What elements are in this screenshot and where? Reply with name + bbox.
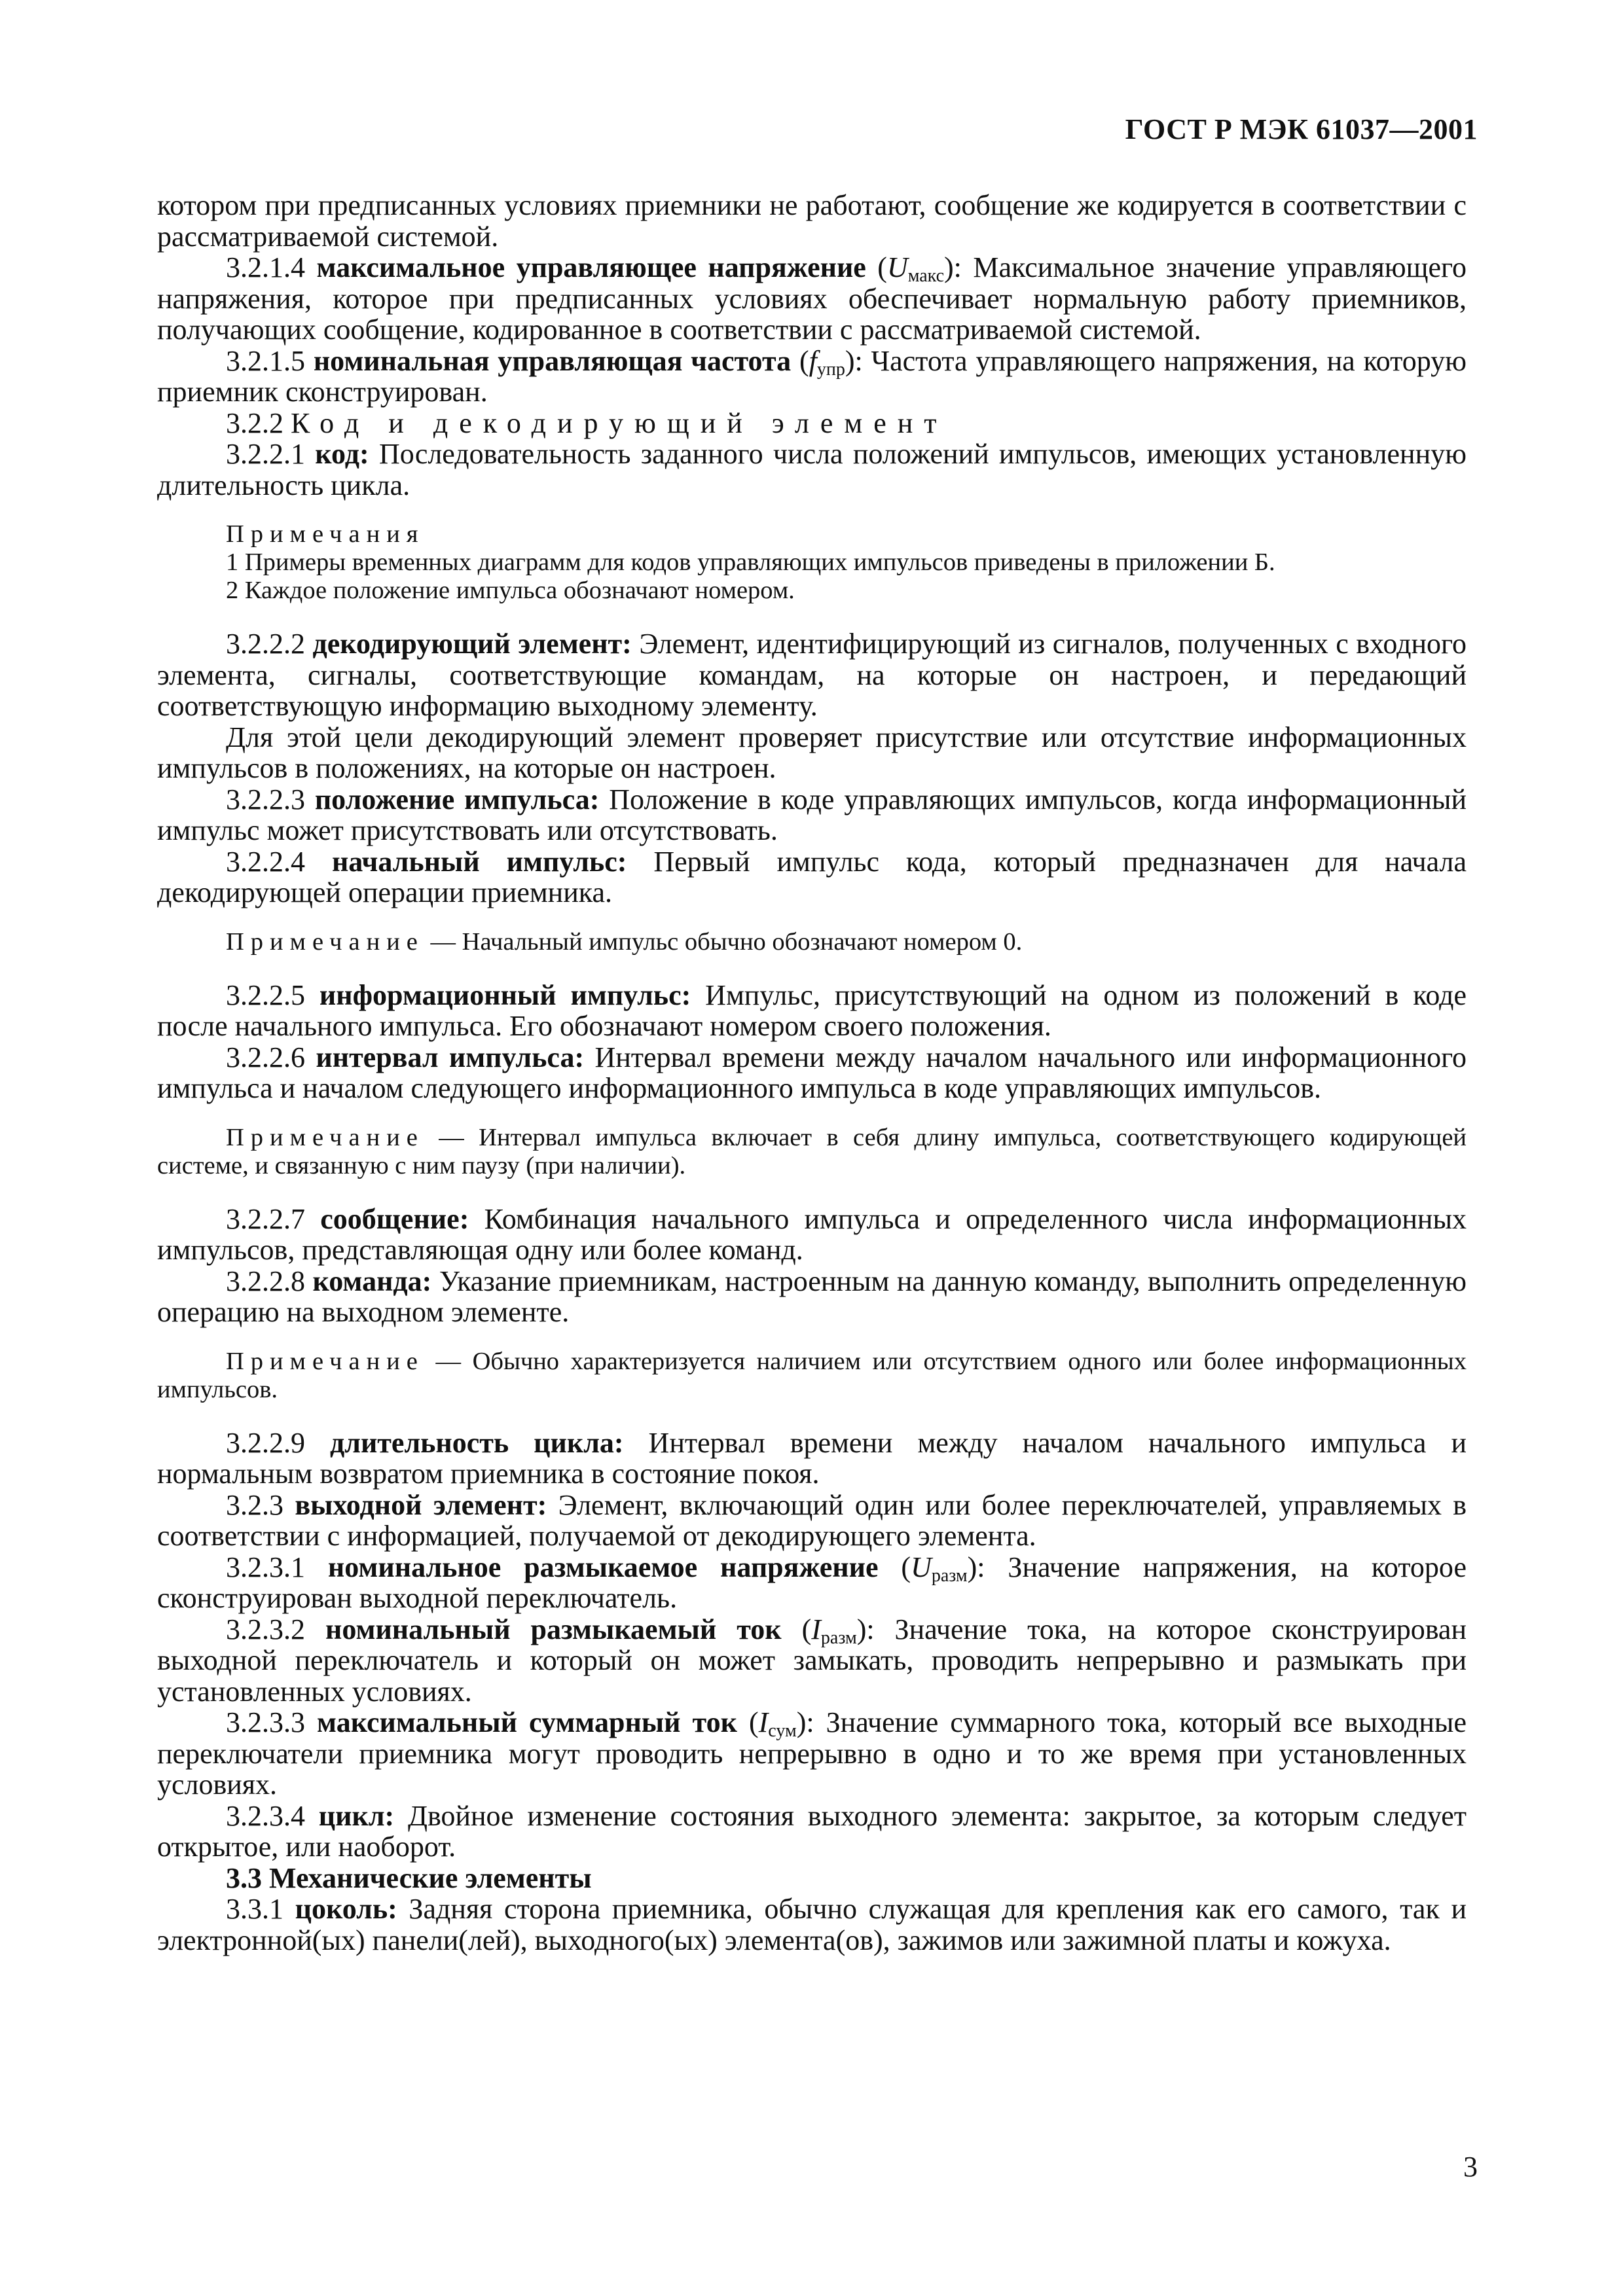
clause-3-2-1-4: 3.2.1.4 максимальное управляющее напряжение $(U_{макс})$: Максимальное значение управляющего напряжения, которое при предписанных условиях обеспечивает нормальную работу приемников, получающих сообщение, кодированное в соответствии с рассматриваемой системой. [157,251,1467,346]
standard-header: ГОСТ Р МЭК 61037—2001 [1125,113,1478,145]
notes-title: Примечания [226,520,425,548]
clause-3-2-2-9: 3.2.2.9 длительность цикла: Интервал времени между началом начального импульса и нормальным возвратом приемника в состояние покоя. [157,1426,1467,1490]
clause-3-2-2-6: 3.2.2.6 интервал импульса: Интервал времени между началом начального или информационного импульса и началом следующего информационного импульса в коде управляющих импульсов. [157,1041,1467,1104]
clause-3-2-2-8: 3.2.2.8 команда: Указание приемникам, настроенным на данную команду, выполнить определенную операцию на выходном элементе. [157,1265,1467,1328]
note: Примечание — Интервал импульса включает в себя длину импульса, соответствующего кодирующей системе, и связанную с ним паузу (при наличии). [157,1123,1467,1179]
clause-3-2-1-5: 3.2.1.5 номинальная управляющая частота $(f_{упр})$: Частота управляющего напряжения, на которую приемник сконструирован. [157,344,1467,408]
clause-3-2-2-3: 3.2.2.3 положение импульса: Положение в коде управляющих импульсов, когда информационный импульс может присутствовать или отсутствовать. [157,783,1467,846]
clause-3-2-2-5: 3.2.2.5 информационный импульс: Импульс, присутствующий на одном из положений в коде после начального импульса. Его обозначают номером своего положения. [157,978,1467,1042]
clause-3-2-2-1: 3.2.2.1 код: Последовательность заданного числа положений импульсов, имеющих установленную длительность цикла. [157,438,1467,501]
notes-block [157,520,1467,605]
document-body [157,190,1467,1956]
clause-3-2-2-4: 3.2.2.4 начальный импульс: Первый импульс кода, который предназначен для начала декодирующей операции приемника. [157,845,1467,908]
note: Примечание — Обычно характеризуется наличием или отсутствием одного или более информационных импульсов. [157,1347,1467,1403]
clause-3-2-3: 3.2.3 выходной элемент: Элемент, включающий один или более переключателей, управляемых в соответствии с информацией, получаемой от декодирующего элемента. [157,1488,1467,1552]
clause-3-2-2-2: 3.2.2.2 декодирующий элемент: Элемент, идентифицирующий из сигналов, полученных с входного элемента, сигналы, соответствующие командам, на которые он настроен, и передающий соответствующую информацию выходному элементу. [157,628,1467,722]
page-number: 3 [1463,2151,1478,2183]
clause-3-2-3-1: 3.2.3.1 номинальное размыкаемое напряжение $(U_{разм})$: Значение напряжения, на которое сконструирован выходной переключатель. [157,1551,1467,1614]
clause-3-3-1: 3.3.1 цоколь: Задняя сторона приемника, обычно служащая для крепления как его самого, так и электронной(ых) панели(лей), выходного(ых) элемента(ов), зажимов или зажимной платы и кожуха. [157,1893,1467,1956]
note: Примечание — Начальный импульс обычно обозначают номером 0. [226,927,1023,956]
clause-3-2-3-3: 3.2.3.3 максимальный суммарный ток $(I_{сум})$: Значение суммарного тока, который все выходные переключатели приемника могут проводить непрерывно в одно и то же время при установленных условиях. [157,1706,1467,1801]
paragraph-continuation: котором при предписанных условиях приемники не работают, сообщение же кодируется в соответствии с рассматриваемой системой. [157,189,1467,253]
note-item: 1 Примеры временных диаграмм для кодов управляющих импульсов приведены в приложении Б. [226,548,1275,576]
clause-3-2-3-2: 3.2.3.2 номинальный размыкаемый ток $(I_{разм})$: Значение тока, на которое сконструирован выходной переключатель и который он может замыкать, проводить непрерывно и размыкать при установленных условиях. [157,1613,1467,1708]
clause-3-2-2-heading: 3.2.2 Код и декодирующий элемент [226,406,948,439]
clause-3-2-3-4: 3.2.3.4 цикл: Двойное изменение состояния выходного элемента: закрытое, за которым следует открытое, или наоборот. [157,1799,1467,1863]
section-heading: 3.3 Механические элементы [226,1861,592,1894]
note-item: 2 Каждое положение импульса обозначают номером. [226,577,795,604]
paragraph: Для этой цели декодирующий элемент проверяет присутствие или отсутствие информационных импульсов в положениях, на которые он настроен. [157,721,1467,784]
clause-3-2-2-7: 3.2.2.7 сообщение: Комбинация начального импульса и определенного числа информационных импульсов, представляющая одну или более команд. [157,1202,1467,1266]
